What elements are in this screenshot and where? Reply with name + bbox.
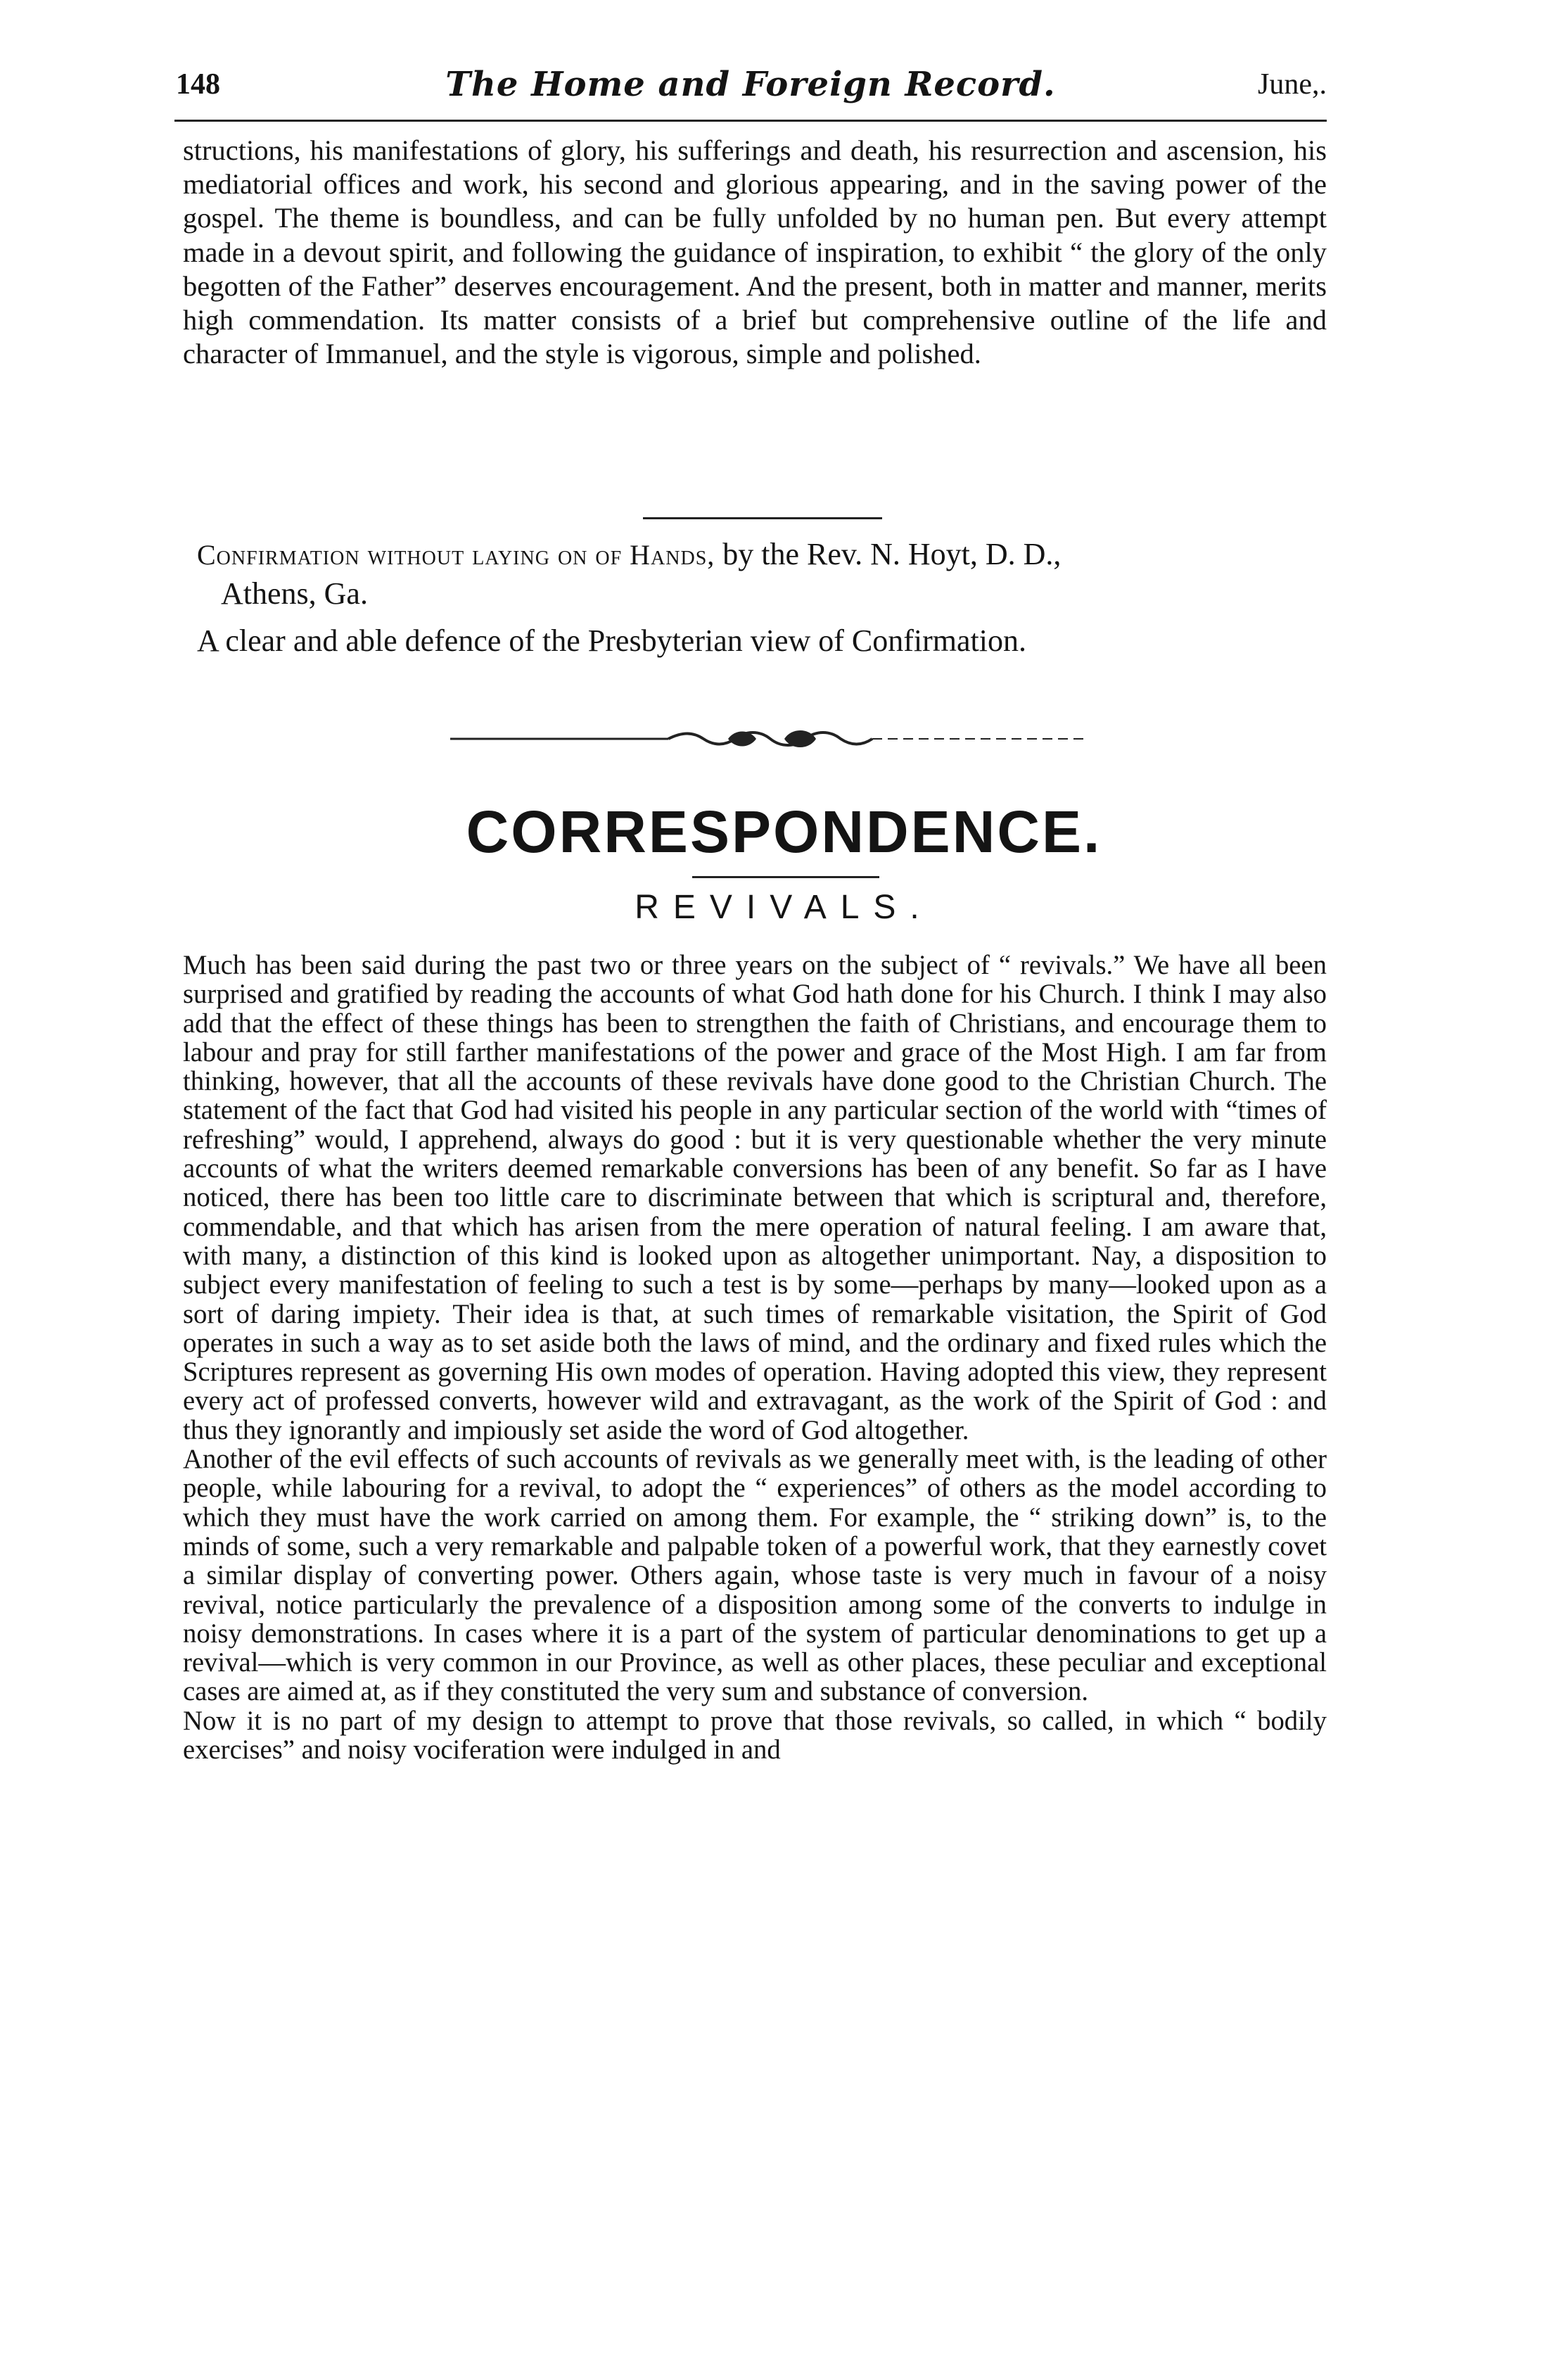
review-text: structions, his manifestations of glory, his sufferings and death, his resurrection and ascension, his mediatorial offices and work, his second and glorious appearing, and in the saving power of the gospel. The theme is boundless, and can be fully unfolded by no human pen. But every attempt made in a devout spirit, and following the guidance of inspiration, to exhibit “ the glory of the only begotten of the Father” deserves encouragement. And the present, both in matter and manner, merits high commendation. Its matter consists of a brief but comprehensive outline of the life and character of Immanuel, and the style is vigorous, simple and polished. — [183, 134, 1327, 370]
book-description: A clear and able defence of the Presbyterian view of Confirmation. — [197, 623, 1026, 658]
review-paragraph — [183, 134, 1327, 371]
body-paragraph-1: Much has been said during the past two or three years on the subject of “ revivals.” We have all been surprised and gratified by reading the accounts of what God hath done for his Church. I think I may also add that the effect of these things has been to strengthen the faith of Christians, and encourage them to labour and pray for still farther manifestations of the power and grace of the Most High. I am far from thinking, however, that all the accounts of these revivals have done good to the Christian Church. The statement of the fact that God had visited his people in any particular section of the world with “times of refreshing” would, I apprehend, always do good : but it is very questionable whether the very minute accounts of what the writers deemed remarkable conversions has been of any benefit. So far as I have noticed, there has been too little care to discriminate between that which is scriptural and, therefore, commendable, and that which has arisen from the mere operation of natural feeling. I am aware that, with many, a distinction of this kind is looked upon as altogether unimportant. Nay, a disposition to subject every manifestation of feeling to such a test is by some—perhaps by many—looked upon as a sort of daring impiety. Their idea is that, at such times of remarkable visitation, the Spirit of God operates in such a way as to set aside both the laws of mind, and the ordinary and fixed rules which the Scriptures represent as governing His own modes of operation. Having adopted this view, they represent every act of professed converts, however wild and extravagant, as the work of the Spirit of God : and thus they ignorantly and impiously set aside the word of God altogether. — [183, 951, 1327, 1445]
header-rule — [174, 120, 1327, 122]
ornamental-divider — [450, 725, 1083, 753]
section-heading: CORRESPONDENCE. — [466, 799, 1102, 865]
running-header — [174, 65, 1327, 117]
book-notice-line — [197, 535, 1327, 574]
book-notice — [197, 535, 1327, 660]
page-number: 148 — [176, 68, 220, 101]
book-place: Athens, Ga. — [221, 576, 368, 611]
section-divider-rule — [643, 517, 882, 519]
article-body — [183, 951, 1327, 1765]
book-title: Confirmation without laying on of Hands, — [197, 539, 715, 571]
book-author: by the Rev. N. Hoyt, D. D., — [722, 537, 1062, 571]
body-paragraph-3: Now it is no part of my design to attempt to prove that those revivals, so called, in which “ bodily exercises” and noisy vociferation were indulged in and — [183, 1706, 1327, 1765]
section-subheading: REVIVALS. — [635, 889, 933, 926]
body-paragraph-2: Another of the evil effects of such accounts of revivals as we generally meet with, is the leading of other people, while labouring for a revival, to adopt the “ experiences” of others as the model according to which they must have the work carried on among them. For example, the “ striking down” is, to the minds of some, such a very remarkable and palpable token of a powerful work, that they earnestly covet a similar display of converting power. Others again, whose taste is very much in favour of a noisy revival, notice particularly the prevalence of a disposition among some of the converts to indulge in noisy demonstrations. In cases where it is a part of the system of particular denominations to get up a revival—which is very common in our Province, as well as other places, these peculiar and exceptional cases are aimed at, as if they constituted the very sum and substance of conversion. — [183, 1445, 1327, 1707]
issue-month: June,. — [1258, 68, 1327, 101]
heading-underline — [692, 876, 879, 878]
journal-title: The Home and Foreign Record. — [445, 65, 1056, 104]
